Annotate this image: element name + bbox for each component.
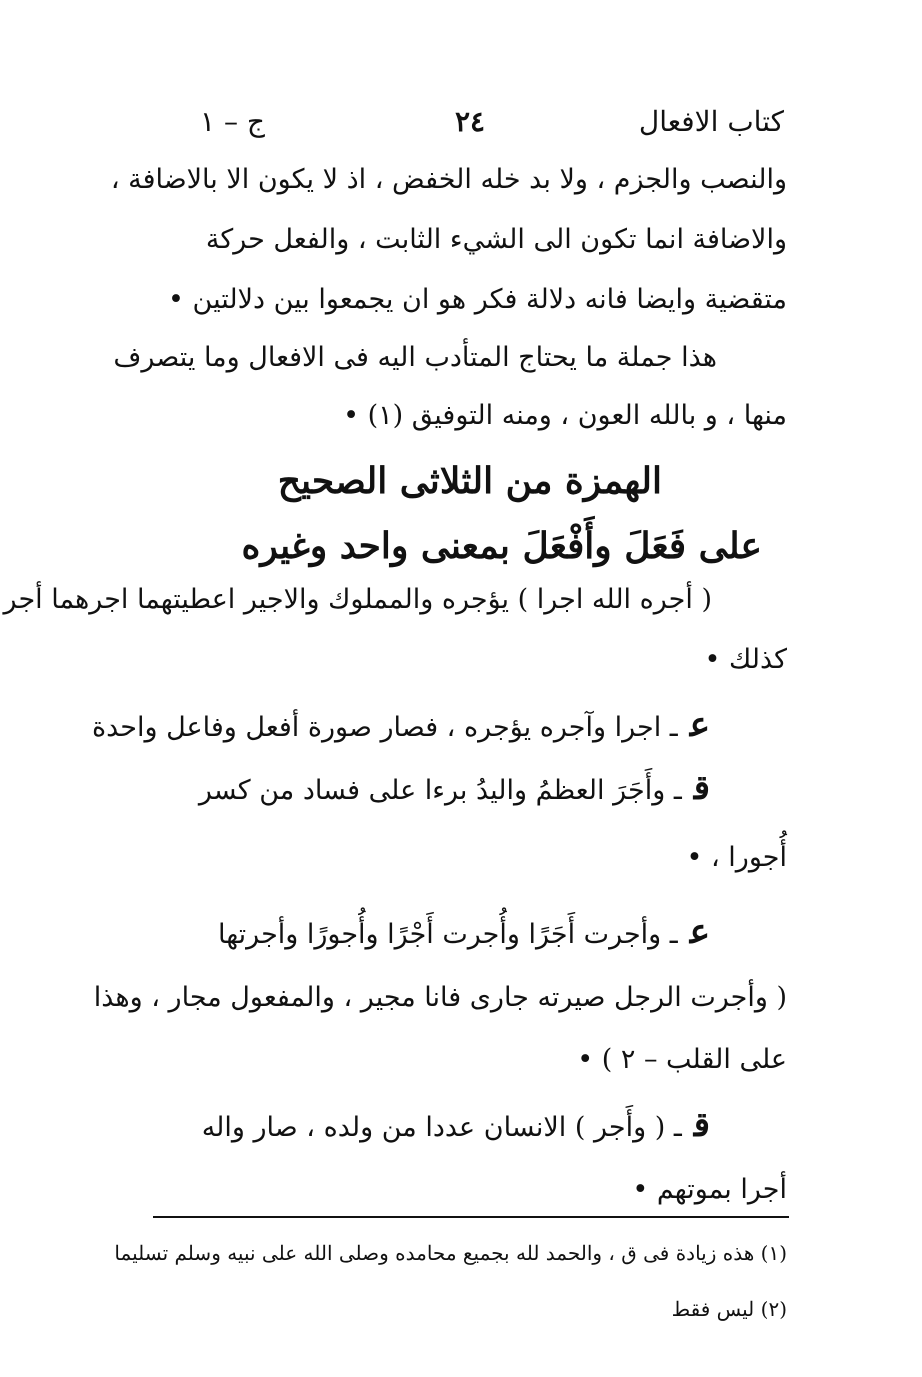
entry-2-continuation: أُجورا ، •: [686, 842, 787, 873]
footnote-2: (٢) ليس فقط: [671, 1297, 787, 1321]
entry-intro-line-2: كذلك •: [704, 644, 787, 675]
running-head-title: كتاب الافعال: [638, 105, 784, 138]
entry-4-text: ـ ( وأَجر ) الانسان عددا من ولده ، صار واله: [201, 1112, 682, 1143]
entry-2-source-letter: ق: [693, 768, 710, 808]
entry-3-continuation-2: على القلب – ٢ ) •: [577, 1044, 787, 1075]
body-line-2: والاضافة انما تكون الى الشيء الثابت ، والفعل حركة: [205, 224, 787, 255]
volume-number: ج – ١: [200, 105, 265, 138]
entry-1-source-letter: ع: [689, 705, 710, 745]
body-line-3: متقضية وايضا فانه دلالة فكر هو ان يجمعوا بين دلالتين •: [168, 284, 787, 315]
entry-intro-line-1: ( أجره الله اجرا ) يؤجره والمملوك والاجير اعطيتهما اجرهما أجر: [3, 584, 712, 615]
body-line-5: منها ، و بالله العون ، ومنه التوفيق (١) •: [343, 400, 787, 431]
entry-2: [199, 768, 710, 811]
entry-1: [92, 705, 710, 748]
footnote-separator: [153, 1216, 789, 1218]
entry-4: [202, 1105, 710, 1148]
page-number: ٢٤: [455, 105, 486, 138]
entry-3-text: ـ وأجرت أَجَرًا وأُجرت أَجْرًا وأُجورًا وأجرتها: [217, 919, 678, 950]
entry-4-source-letter: ق: [693, 1105, 710, 1145]
entry-1-text: ـ اجرا وآجره يؤجره ، فصار صورة أفعل وفاعل واحدة: [91, 712, 678, 743]
entry-3-source-letter: ع: [689, 912, 710, 952]
body-line-1: والنصب والجزم ، ولا بد خله الخفض ، اذ لا يكون الا بالاضافة ،: [110, 164, 787, 195]
footnote-1: (١) هذه زيادة فى ق ، والحمد لله بجميع محامده وصلى الله على نبيه وسلم تسليما: [114, 1241, 787, 1265]
body-line-4: هذا جملة ما يحتاج المتأدب اليه فى الافعال وما يتصرف: [113, 342, 717, 373]
section-title-line-2: على فَعَلَ وأَفْعَلَ بمعنى واحد وغيره: [241, 525, 762, 567]
entry-4-continuation: أجرا بموتهم •: [632, 1174, 787, 1205]
entry-2-text: ـ وأَجَرَ العظمُ واليدُ برءا على فساد من كسر: [198, 775, 682, 806]
entry-3: [218, 912, 710, 955]
entry-3-continuation-1: ( وأجرت الرجل صيرته جارى فانا مجير ، والمفعول مجار ، وهذا: [93, 982, 787, 1013]
section-title-line-1: الهمزة من الثلاثى الصحيح: [277, 460, 662, 502]
